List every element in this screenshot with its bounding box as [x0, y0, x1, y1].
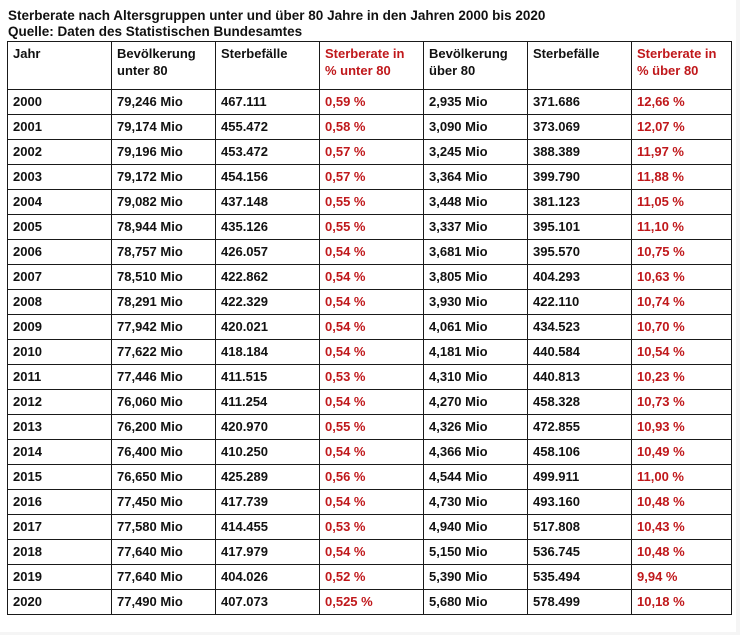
table-row: [8, 590, 732, 615]
cell-pop-over-80: 4,326 Mio: [424, 415, 528, 440]
cell-pop-under-80: 79,196 Mio: [112, 140, 216, 165]
cell-rate-over-80: 10,93 %: [632, 415, 732, 440]
cell-rate-under-80: 0,54 %: [320, 490, 424, 515]
table-row: [8, 540, 732, 565]
cell-year: 2016: [8, 490, 112, 515]
cell-pop-over-80: 4,181 Mio: [424, 340, 528, 365]
cell-deaths-over-80: 373.069: [528, 115, 632, 140]
header-pop-under-80: Bevölkerung unter 80: [112, 42, 216, 90]
table-row: [8, 290, 732, 315]
cell-deaths-over-80: 535.494: [528, 565, 632, 590]
cell-deaths-under-80: 420.021: [216, 315, 320, 340]
cell-deaths-over-80: 517.808: [528, 515, 632, 540]
cell-deaths-over-80: 395.570: [528, 240, 632, 265]
header-deaths-under-80: Sterbefälle: [216, 42, 320, 90]
table-row: [8, 415, 732, 440]
header-rate-over-80: Sterberate in % über 80: [632, 42, 732, 90]
cell-deaths-over-80: 499.911: [528, 465, 632, 490]
cell-pop-under-80: 78,291 Mio: [112, 290, 216, 315]
cell-pop-over-80: 5,390 Mio: [424, 565, 528, 590]
cell-pop-under-80: 77,640 Mio: [112, 540, 216, 565]
cell-pop-over-80: 4,730 Mio: [424, 490, 528, 515]
cell-pop-over-80: 3,090 Mio: [424, 115, 528, 140]
cell-rate-under-80: 0,54 %: [320, 315, 424, 340]
cell-deaths-over-80: 388.389: [528, 140, 632, 165]
cell-deaths-under-80: 437.148: [216, 190, 320, 215]
table-header-row: [8, 42, 732, 90]
cell-rate-over-80: 12,07 %: [632, 115, 732, 140]
cell-deaths-under-80: 414.455: [216, 515, 320, 540]
cell-rate-under-80: 0,55 %: [320, 415, 424, 440]
cell-deaths-over-80: 493.160: [528, 490, 632, 515]
cell-deaths-under-80: 453.472: [216, 140, 320, 165]
cell-rate-over-80: 10,49 %: [632, 440, 732, 465]
cell-deaths-under-80: 426.057: [216, 240, 320, 265]
cell-rate-over-80: 10,18 %: [632, 590, 732, 615]
cell-pop-over-80: 3,448 Mio: [424, 190, 528, 215]
cell-rate-over-80: 10,48 %: [632, 490, 732, 515]
table-body: [8, 90, 732, 615]
cell-pop-over-80: 3,337 Mio: [424, 215, 528, 240]
cell-pop-under-80: 77,446 Mio: [112, 365, 216, 390]
mortality-table: [7, 41, 732, 615]
cell-deaths-over-80: 371.686: [528, 90, 632, 115]
cell-deaths-over-80: 536.745: [528, 540, 632, 565]
cell-rate-over-80: 10,73 %: [632, 390, 732, 415]
cell-rate-over-80: 10,43 %: [632, 515, 732, 540]
cell-year: 2010: [8, 340, 112, 365]
table-row: [8, 140, 732, 165]
table-row: [8, 265, 732, 290]
cell-year: 2011: [8, 365, 112, 390]
cell-year: 2018: [8, 540, 112, 565]
cell-deaths-under-80: 407.073: [216, 590, 320, 615]
cell-year: 2002: [8, 140, 112, 165]
cell-rate-over-80: 10,75 %: [632, 240, 732, 265]
cell-rate-under-80: 0,54 %: [320, 340, 424, 365]
cell-deaths-under-80: 417.979: [216, 540, 320, 565]
cell-deaths-under-80: 420.970: [216, 415, 320, 440]
table-row: [8, 340, 732, 365]
table-row: [8, 465, 732, 490]
cell-rate-over-80: 10,54 %: [632, 340, 732, 365]
cell-year: 2001: [8, 115, 112, 140]
cell-rate-over-80: 11,05 %: [632, 190, 732, 215]
table-row: [8, 90, 732, 115]
cell-year: 2013: [8, 415, 112, 440]
table-row: [8, 190, 732, 215]
cell-rate-over-80: 10,74 %: [632, 290, 732, 315]
cell-deaths-under-80: 404.026: [216, 565, 320, 590]
cell-rate-under-80: 0,56 %: [320, 465, 424, 490]
cell-deaths-over-80: 395.101: [528, 215, 632, 240]
cell-pop-under-80: 77,942 Mio: [112, 315, 216, 340]
cell-pop-over-80: 3,245 Mio: [424, 140, 528, 165]
cell-year: 2015: [8, 465, 112, 490]
cell-pop-under-80: 78,757 Mio: [112, 240, 216, 265]
cell-rate-over-80: 10,63 %: [632, 265, 732, 290]
cell-pop-under-80: 77,640 Mio: [112, 565, 216, 590]
cell-deaths-under-80: 425.289: [216, 465, 320, 490]
cell-pop-over-80: 2,935 Mio: [424, 90, 528, 115]
cell-pop-under-80: 76,200 Mio: [112, 415, 216, 440]
cell-rate-under-80: 0,59 %: [320, 90, 424, 115]
cell-deaths-over-80: 440.584: [528, 340, 632, 365]
table-row: [8, 215, 732, 240]
table-row: [8, 515, 732, 540]
cell-rate-over-80: 10,23 %: [632, 365, 732, 390]
cell-deaths-under-80: 410.250: [216, 440, 320, 465]
cell-rate-under-80: 0,525 %: [320, 590, 424, 615]
cell-pop-under-80: 76,060 Mio: [112, 390, 216, 415]
cell-deaths-over-80: 458.328: [528, 390, 632, 415]
cell-pop-under-80: 79,172 Mio: [112, 165, 216, 190]
cell-rate-under-80: 0,57 %: [320, 140, 424, 165]
cell-pop-over-80: 5,680 Mio: [424, 590, 528, 615]
cell-pop-over-80: 4,366 Mio: [424, 440, 528, 465]
cell-deaths-over-80: 399.790: [528, 165, 632, 190]
cell-pop-under-80: 79,174 Mio: [112, 115, 216, 140]
cell-year: 2014: [8, 440, 112, 465]
header-deaths-over-80: Sterbefälle: [528, 42, 632, 90]
table-row: [8, 315, 732, 340]
cell-rate-under-80: 0,54 %: [320, 540, 424, 565]
cell-rate-over-80: 12,66 %: [632, 90, 732, 115]
cell-rate-under-80: 0,55 %: [320, 190, 424, 215]
cell-year: 2003: [8, 165, 112, 190]
cell-rate-under-80: 0,53 %: [320, 365, 424, 390]
cell-deaths-over-80: 458.106: [528, 440, 632, 465]
cell-rate-under-80: 0,54 %: [320, 265, 424, 290]
cell-pop-under-80: 77,580 Mio: [112, 515, 216, 540]
cell-year: 2012: [8, 390, 112, 415]
cell-deaths-under-80: 422.862: [216, 265, 320, 290]
cell-rate-over-80: 11,97 %: [632, 140, 732, 165]
cell-pop-over-80: 4,061 Mio: [424, 315, 528, 340]
cell-year: 2019: [8, 565, 112, 590]
cell-pop-over-80: 3,930 Mio: [424, 290, 528, 315]
cell-pop-under-80: 77,622 Mio: [112, 340, 216, 365]
cell-deaths-under-80: 417.739: [216, 490, 320, 515]
cell-deaths-under-80: 455.472: [216, 115, 320, 140]
cell-pop-under-80: 76,400 Mio: [112, 440, 216, 465]
cell-pop-under-80: 79,082 Mio: [112, 190, 216, 215]
cell-pop-over-80: 3,681 Mio: [424, 240, 528, 265]
table-row: [8, 440, 732, 465]
cell-pop-under-80: 76,650 Mio: [112, 465, 216, 490]
cell-pop-over-80: 4,270 Mio: [424, 390, 528, 415]
cell-deaths-over-80: 422.110: [528, 290, 632, 315]
cell-pop-over-80: 4,544 Mio: [424, 465, 528, 490]
cell-rate-over-80: 11,10 %: [632, 215, 732, 240]
cell-pop-over-80: 3,364 Mio: [424, 165, 528, 190]
table-row: [8, 165, 732, 190]
cell-year: 2008: [8, 290, 112, 315]
cell-pop-under-80: 78,510 Mio: [112, 265, 216, 290]
table-row: [8, 565, 732, 590]
cell-deaths-over-80: 578.499: [528, 590, 632, 615]
cell-deaths-over-80: 381.123: [528, 190, 632, 215]
cell-year: 2004: [8, 190, 112, 215]
cell-pop-over-80: 3,805 Mio: [424, 265, 528, 290]
cell-deaths-under-80: 435.126: [216, 215, 320, 240]
cell-pop-over-80: 4,940 Mio: [424, 515, 528, 540]
cell-rate-over-80: 11,00 %: [632, 465, 732, 490]
cell-pop-under-80: 77,450 Mio: [112, 490, 216, 515]
cell-deaths-over-80: 434.523: [528, 315, 632, 340]
cell-deaths-over-80: 440.813: [528, 365, 632, 390]
header-pop-over-80: Bevölkerung über 80: [424, 42, 528, 90]
cell-year: 2005: [8, 215, 112, 240]
cell-rate-over-80: 9,94 %: [632, 565, 732, 590]
cell-deaths-over-80: 472.855: [528, 415, 632, 440]
cell-deaths-under-80: 467.111: [216, 90, 320, 115]
cell-rate-under-80: 0,54 %: [320, 240, 424, 265]
cell-deaths-under-80: 411.254: [216, 390, 320, 415]
table-row: [8, 390, 732, 415]
cell-rate-over-80: 11,88 %: [632, 165, 732, 190]
cell-rate-under-80: 0,54 %: [320, 390, 424, 415]
table-row: [8, 365, 732, 390]
cell-year: 2009: [8, 315, 112, 340]
table-row: [8, 490, 732, 515]
table-row: [8, 115, 732, 140]
cell-deaths-over-80: 404.293: [528, 265, 632, 290]
cell-rate-under-80: 0,52 %: [320, 565, 424, 590]
cell-pop-under-80: 78,944 Mio: [112, 215, 216, 240]
cell-year: 2017: [8, 515, 112, 540]
cell-pop-under-80: 77,490 Mio: [112, 590, 216, 615]
cell-rate-under-80: 0,53 %: [320, 515, 424, 540]
cell-pop-over-80: 5,150 Mio: [424, 540, 528, 565]
cell-rate-under-80: 0,54 %: [320, 290, 424, 315]
cell-pop-over-80: 4,310 Mio: [424, 365, 528, 390]
source-note: Quelle: Daten des Statistischen Bundesamtes: [8, 24, 303, 39]
cell-year: 2006: [8, 240, 112, 265]
cell-deaths-under-80: 454.156: [216, 165, 320, 190]
document-title: Sterberate nach Altersgruppen unter und über 80 Jahre in den Jahren 2000 bis 2020: [8, 8, 546, 23]
cell-rate-under-80: 0,58 %: [320, 115, 424, 140]
cell-year: 2020: [8, 590, 112, 615]
table-row: [8, 240, 732, 265]
cell-deaths-under-80: 411.515: [216, 365, 320, 390]
cell-pop-under-80: 79,246 Mio: [112, 90, 216, 115]
cell-rate-over-80: 10,48 %: [632, 540, 732, 565]
cell-year: 2007: [8, 265, 112, 290]
cell-rate-under-80: 0,57 %: [320, 165, 424, 190]
cell-deaths-under-80: 422.329: [216, 290, 320, 315]
header-year: Jahr: [8, 42, 112, 90]
cell-year: 2000: [8, 90, 112, 115]
header-rate-under-80: Sterberate in % unter 80: [320, 42, 424, 90]
cell-rate-under-80: 0,54 %: [320, 440, 424, 465]
cell-deaths-under-80: 418.184: [216, 340, 320, 365]
cell-rate-under-80: 0,55 %: [320, 215, 424, 240]
cell-rate-over-80: 10,70 %: [632, 315, 732, 340]
